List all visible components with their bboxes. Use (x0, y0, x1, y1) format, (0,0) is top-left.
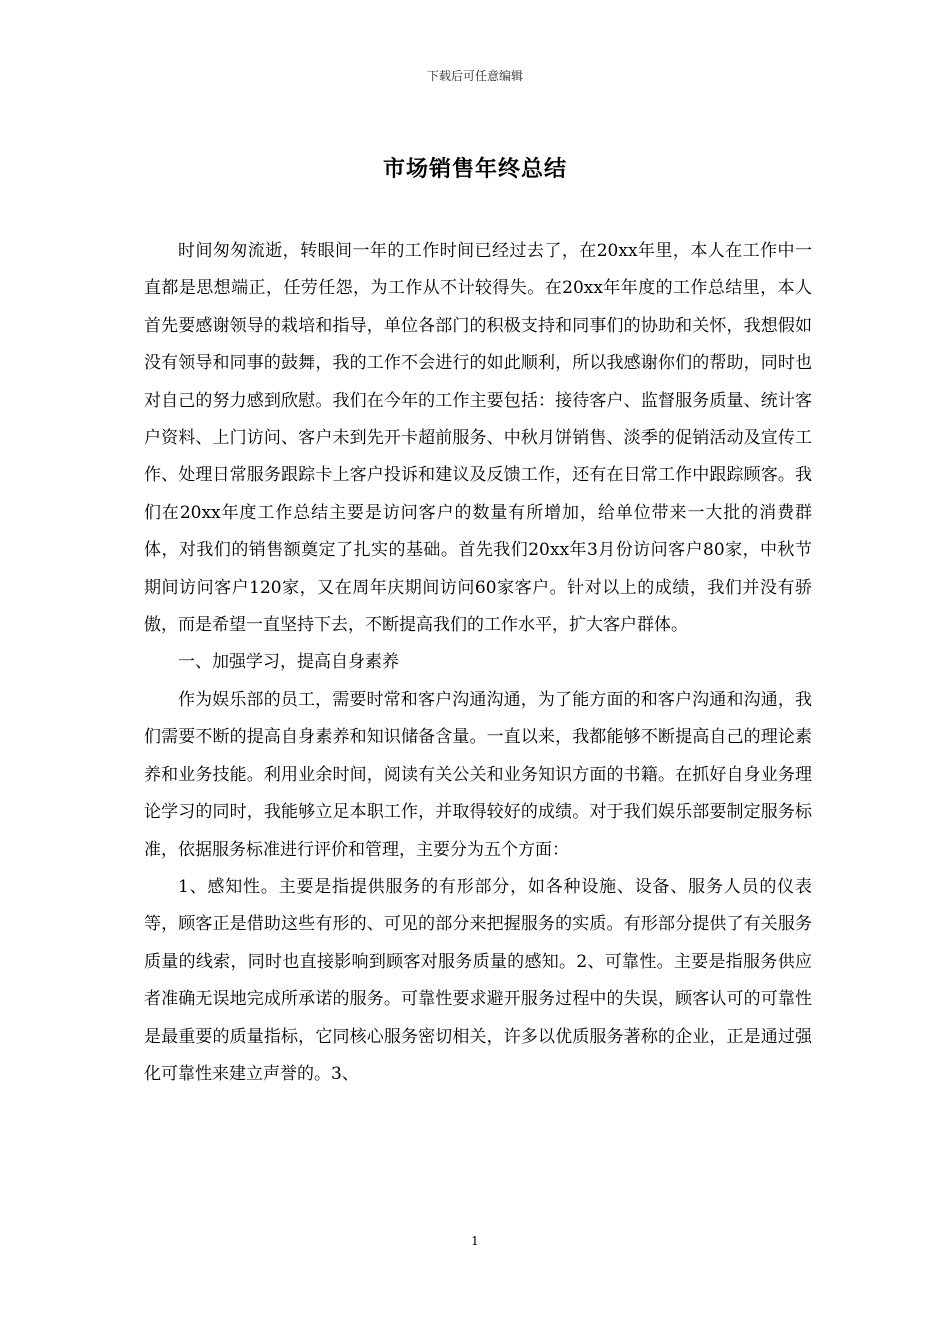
page-number: 1 (471, 1234, 479, 1248)
document-title: 市场销售年终总结 (382, 157, 567, 182)
body-paragraph-learning: 作为娱乐部的员工，需要时常和客户沟通沟通，为了能方面的和客户沟通和沟通，我们需要不断的提高自身素养和知识储备含量。一直以来，我都能够不断提高自己的理论素养和业务技能。利用业余时间，阅读有关公关和业务知识方面的书籍。在抓好自身业务理论学习的同时，我能够立足本职工作，并取得较好的成绩。对于我们娱乐部要制定服务标准，依据服务标准进行评价和管理，主要分为五个方面： (144, 689, 812, 860)
section-heading: 一、加强学习，提高自身素养 (178, 652, 399, 673)
body-paragraph-standards: 1、感知性。主要是指提供服务的有形部分，如各种设施、设备、服务人员的仪表等，顾客正是借助这些有形的、可见的部分来把握服务的实质。有形部分提供了有关服务质量的线索，同时也直接影响到顾客对服务质量的感知。2、可靠性。主要是指服务供应者准确无误地完成所承诺的服务。可靠性要求避开服务过程中的失误，顾客认可的可靠性是最重要的质量指标，它同核心服务密切相关，许多以优质服务著称的企业，正是通过强化可靠性来建立声誉的。3、 (144, 876, 812, 1084)
document-body (144, 233, 812, 1093)
body-paragraph-intro: 时间匆匆流逝，转眼间一年的工作时间已经过去了，在20xx年里，本人在工作中一直都是思想端正，任劳任怨，为工作从不计较得失。在20xx年年度的工作总结里，本人首先要感谢领导的栽培和指导，单位各部门的积极支持和同事们的协助和关怀，我想假如没有领导和同事的鼓舞，我的工作不会进行的如此顺利，所以我感谢你们的帮助，同时也对自己的努力感到欣慰。我们在今年的工作主要包括：接待客户、监督服务质量、统计客户资料、上门访问、客户未到先开卡超前服务、中秋月饼销售、淡季的促销活动及宣传工作、处理日常服务跟踪卡上客户投诉和建议及反馈工作，还有在日常工作中跟踪顾客。我们在20xx年度工作总结主要是访问客户的数量有所增加，给单位带来一大批的消费群体，对我们的销售额奠定了扎实的基础。首先我们20xx年3月份访问客户80家，中秋节期间访问客户120家，又在周年庆期间访问60家客户。针对以上的成绩，我们并没有骄傲，而是希望一直坚持下去，不断提高我们的工作水平，扩大客户群体。 (144, 241, 812, 636)
header-note: 下载后可任意编辑 (426, 69, 523, 83)
